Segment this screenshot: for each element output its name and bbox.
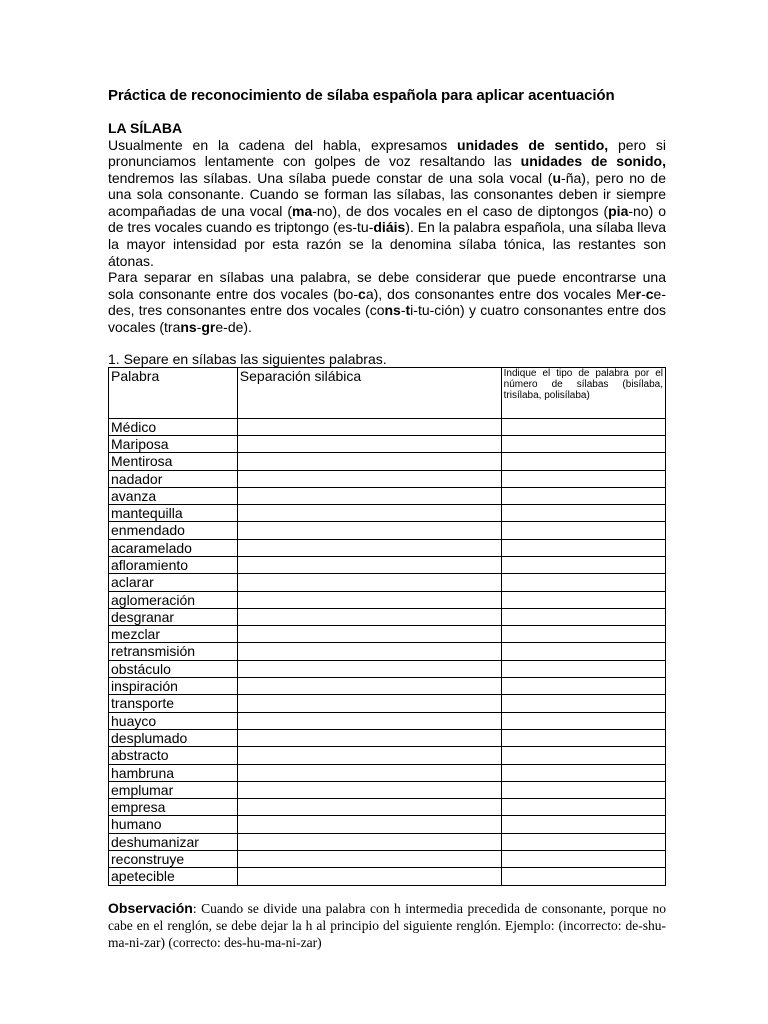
separation-cell[interactable]: [237, 695, 501, 712]
p1-bold-3: u: [552, 169, 562, 186]
separation-cell[interactable]: [237, 643, 501, 660]
table-row: [109, 660, 666, 677]
word-cell: obstáculo: [109, 660, 238, 677]
separation-cell[interactable]: [237, 470, 501, 487]
separation-cell[interactable]: [237, 435, 501, 452]
type-cell[interactable]: [501, 470, 665, 487]
table-row: [109, 522, 666, 539]
word-cell: abstracto: [109, 747, 238, 764]
word-cell: mantequilla: [109, 505, 238, 522]
table-row: [109, 487, 666, 504]
table-row: [109, 833, 666, 850]
document-page: [108, 86, 666, 951]
p1-bold-4: ma: [292, 202, 313, 219]
table-row: [109, 418, 666, 435]
table-row: [109, 608, 666, 625]
p2-bold-3: c: [645, 285, 654, 302]
p1-text-3: tendremos las sílabas. Una sílaba puede constar de una sola vocal (: [108, 169, 553, 186]
p2-bold-2: r: [635, 285, 642, 302]
table-row: [109, 729, 666, 746]
table-row: [109, 505, 666, 522]
p1-text-2: pero si pronunciamos lentamente con golpes de voz resaltando las: [108, 136, 666, 170]
p2-text-6: i-tu-ción) y cuatro consonantes entre dos vocales (tra: [108, 302, 666, 336]
observation-text: : Cuando se divide una palabra con h intermedia precedida de consonante, porque no cabe en el renglón, se debe dejar la h al principio del siguiente renglón. Ejemplo: (incorrecto: de-shu-ma-ni-zar) (correcto: des-hu-ma-ni-zar): [108, 900, 666, 950]
word-cell: enmendado: [109, 522, 238, 539]
syllable-table: [108, 367, 666, 886]
type-cell[interactable]: [501, 816, 665, 833]
table-row: [109, 574, 666, 591]
separation-cell[interactable]: [237, 833, 501, 850]
type-cell[interactable]: [501, 539, 665, 556]
table-row: [109, 816, 666, 833]
type-cell[interactable]: [501, 522, 665, 539]
separation-cell[interactable]: [237, 522, 501, 539]
p1-bold-1: unidades de sentido,: [457, 136, 609, 153]
type-cell[interactable]: [501, 747, 665, 764]
p1-bold-5: pia: [608, 202, 629, 219]
table-row: [109, 626, 666, 643]
p1-text-7: ). En la palabra española, una sílaba lleva la mayor intensidad por esta razón se la denomina sílaba tónica, las restantes son átonas.: [108, 219, 667, 269]
observation-note: [108, 900, 666, 951]
table-row: [109, 781, 666, 798]
type-cell[interactable]: [501, 435, 665, 452]
p2-bold-4: ns: [384, 302, 401, 319]
table-row: [109, 591, 666, 608]
separation-cell[interactable]: [237, 591, 501, 608]
p2-text-1: Para separar en sílabas una palabra, se debe considerar que puede encontrarse una sola consonante entre dos vocales (bo-: [108, 269, 666, 302]
type-cell[interactable]: [501, 660, 665, 677]
type-cell[interactable]: [501, 729, 665, 746]
observation-label: Observación: [108, 899, 193, 916]
table-row: [109, 678, 666, 695]
type-cell[interactable]: [501, 453, 665, 470]
word-cell: acaramelado: [109, 539, 238, 556]
p2-text-5: -: [400, 302, 406, 319]
word-cell: humano: [109, 816, 238, 833]
separation-cell[interactable]: [237, 660, 501, 677]
separation-cell[interactable]: [237, 729, 501, 746]
table-row: [109, 764, 666, 781]
type-cell[interactable]: [501, 764, 665, 781]
table-row: [109, 435, 666, 452]
separation-cell[interactable]: [237, 678, 501, 695]
paragraph-2: [108, 269, 666, 335]
table-row: [109, 868, 666, 885]
type-cell[interactable]: [501, 695, 665, 712]
p2-bold-5: t: [405, 302, 411, 319]
word-cell: reconstruye: [109, 851, 238, 868]
type-cell[interactable]: [501, 418, 665, 435]
header-type: [501, 367, 665, 418]
separation-cell[interactable]: [237, 816, 501, 833]
word-cell: afloramiento: [109, 557, 238, 574]
separation-cell[interactable]: [237, 487, 501, 504]
word-cell: desgranar: [109, 608, 238, 625]
p2-text-7: -: [196, 319, 202, 336]
word-cell: inspiración: [109, 678, 238, 695]
header-separation: Separación silábica: [237, 367, 501, 418]
word-cell: Mentirosa: [109, 453, 238, 470]
type-cell[interactable]: [501, 557, 665, 574]
word-cell: apetecible: [109, 868, 238, 885]
separation-cell[interactable]: [237, 781, 501, 798]
p2-bold-6: ns: [180, 319, 197, 336]
word-cell: retransmisión: [109, 643, 238, 660]
p2-bold-1: c: [358, 285, 366, 302]
word-cell: huayco: [109, 712, 238, 729]
type-cell[interactable]: [501, 487, 665, 504]
p1-text-1: Usualmente en la cadena del habla, expresamos: [108, 136, 458, 153]
p2-bold-7: gr: [201, 319, 216, 336]
table-row: [109, 712, 666, 729]
p2-text-4: e-des, tres consonantes entre dos vocales (co: [108, 285, 666, 319]
p2-text-3: -: [641, 285, 646, 302]
p1-bold-6: diáis: [373, 219, 406, 236]
header-word: Palabra: [109, 367, 238, 418]
table-row: [109, 539, 666, 556]
exercise-instruction: 1. Separe en sílabas las siguientes palabras.: [108, 350, 387, 367]
word-cell: aglomeración: [109, 591, 238, 608]
type-cell[interactable]: [501, 505, 665, 522]
header-type-text: Indique el tipo de palabra por el número de sílabas (bisílaba, trisílaba, polisílaba): [503, 367, 663, 402]
table-row: [109, 643, 666, 660]
separation-cell[interactable]: [237, 626, 501, 643]
p1-text-6: -no) o de tres vocales cuando es triptongo (es-tu-: [108, 202, 666, 236]
word-cell: mezclar: [109, 626, 238, 643]
type-cell[interactable]: [501, 833, 665, 850]
table-row: [109, 557, 666, 574]
type-cell[interactable]: [501, 643, 665, 660]
word-cell: avanza: [109, 487, 238, 504]
separation-cell[interactable]: [237, 608, 501, 625]
document-title: Práctica de reconocimiento de sílaba española para aplicar acentuación: [108, 87, 615, 104]
table-row: [109, 470, 666, 487]
word-cell: empresa: [109, 799, 238, 816]
word-cell: hambruna: [109, 764, 238, 781]
word-cell: desplumado: [109, 729, 238, 746]
separation-cell[interactable]: [237, 557, 501, 574]
type-cell[interactable]: [501, 591, 665, 608]
p1-text-4: -ña), pero no de una sola consonante. Cuando se forman las sílabas, las consonantes deben ir siempre acompañadas de una vocal (: [108, 169, 667, 219]
separation-cell[interactable]: [237, 747, 501, 764]
table-row: [109, 799, 666, 816]
paragraph-1: [108, 137, 666, 270]
section-heading: LA SÍLABA: [108, 120, 183, 136]
type-cell[interactable]: [501, 712, 665, 729]
p1-text-5: -no), de dos vocales en el caso de diptongos (: [312, 202, 609, 219]
word-cell: deshumanizar: [109, 833, 238, 850]
type-cell[interactable]: [501, 781, 665, 798]
p1-bold-2: unidades de sonido,: [520, 153, 666, 170]
word-cell: Mariposa: [109, 435, 238, 452]
type-cell[interactable]: [501, 678, 665, 695]
separation-cell[interactable]: [237, 712, 501, 729]
table-header-row: [109, 367, 666, 418]
separation-cell[interactable]: [237, 418, 501, 435]
p2-text-2: a), dos consonantes entre dos vocales Me: [365, 285, 636, 302]
separation-cell[interactable]: [237, 799, 501, 816]
p2-text-8: e-de).: [215, 319, 252, 336]
separation-cell[interactable]: [237, 505, 501, 522]
table-row: [109, 695, 666, 712]
type-cell[interactable]: [501, 574, 665, 591]
type-cell[interactable]: [501, 608, 665, 625]
word-cell: emplumar: [109, 781, 238, 798]
word-cell: transporte: [109, 695, 238, 712]
separation-cell[interactable]: [237, 764, 501, 781]
type-cell[interactable]: [501, 799, 665, 816]
type-cell[interactable]: [501, 851, 665, 868]
type-cell[interactable]: [501, 868, 665, 885]
separation-cell[interactable]: [237, 539, 501, 556]
word-cell: nadador: [109, 470, 238, 487]
separation-cell[interactable]: [237, 453, 501, 470]
table-row: [109, 453, 666, 470]
separation-cell[interactable]: [237, 868, 501, 885]
table-row: [109, 747, 666, 764]
separation-cell[interactable]: [237, 574, 501, 591]
word-cell: aclarar: [109, 574, 238, 591]
separation-cell[interactable]: [237, 851, 501, 868]
type-cell[interactable]: [501, 626, 665, 643]
word-cell: Médico: [109, 418, 238, 435]
table-row: [109, 851, 666, 868]
